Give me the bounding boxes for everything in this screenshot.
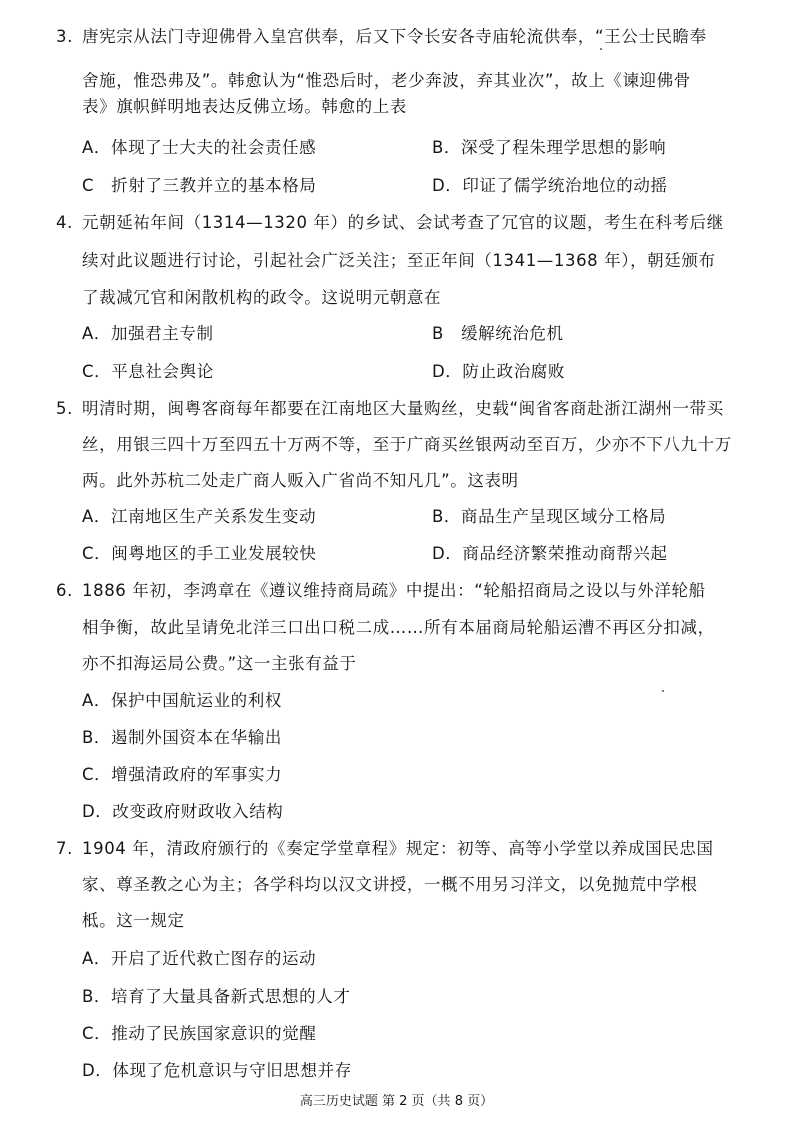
question-3-line-1 (56, 26, 707, 48)
question-4-option-a: A．加强君主专制 (82, 324, 214, 343)
question-5-line-1 (56, 398, 724, 420)
question-number: 3. (56, 27, 73, 46)
question-7-option-d: D．体现了危机意识与守旧思想并存 (82, 1061, 352, 1080)
question-4-option-d: D．防止政治腐败 (432, 362, 566, 381)
question-6-option-b: B．遏制外国资本在华输出 (82, 728, 283, 747)
question-5-option-a: A．江南地区生产关系发生变动 (82, 507, 317, 526)
question-3-line-3: 表》旗帜鲜明地表达反佛立场。韩愈的上表 (82, 97, 407, 116)
question-number: 5. (56, 399, 73, 418)
question-4-line-2: 续对此议题进行讨论，引起社会广泛关注；至正年间（1341—1368 年），朝廷颁布 (82, 251, 716, 270)
scan-speck (600, 48, 602, 50)
question-number: 4. (56, 213, 73, 232)
question-7-line-3: 柢。这一规定 (82, 911, 185, 930)
question-7-option-b: B．培育了大量具备新式思想的人才 (82, 987, 351, 1006)
question-5-option-c: C．闽粤地区的手工业发展较快 (82, 544, 317, 563)
question-text: 元朝延祐年间（1314—1320 年）的乡试、会试考查了冗官的议题，考生在科考后继 (82, 213, 724, 232)
question-number: 7. (56, 839, 73, 858)
question-3-option-d: D．印证了儒学统治地位的动摇 (432, 176, 668, 195)
question-3-option-c: C 折射了三教并立的基本格局 (82, 176, 317, 195)
question-7-option-a: A．开启了近代救亡图存的运动 (82, 949, 317, 968)
question-3-option-a: A．体现了士大夫的社会责任感 (82, 138, 317, 157)
question-text: 1886 年初，李鸿章在《遵议维持商局疏》中提出：“轮船招商局之设以与外洋轮船 (82, 581, 706, 600)
question-5-line-2: 丝，用银三四十万至四五十万两不等，至于广商买丝银两动至百万，少亦不下八九十万 (82, 435, 732, 454)
question-4-option-b: B 缓解统治危机 (432, 324, 564, 343)
scan-speck (662, 690, 664, 692)
question-6-option-c: C．增强清政府的军事实力 (82, 765, 283, 784)
question-4-line-1 (56, 212, 724, 234)
question-4-line-3: 了裁减冗官和闲散机构的政令。这说明元朝意在 (82, 288, 442, 307)
question-6-line-1 (56, 580, 706, 602)
question-5-line-3: 两。此外苏杭二处走广商人贩入广省尚不知凡几”。这表明 (82, 471, 519, 490)
question-6-line-2: 相争衡，故此呈请免北洋三口出口税二成……所有本届商局轮船运漕不再区分扣减， (82, 618, 715, 637)
question-4-option-c: C．平息社会舆论 (82, 362, 214, 381)
question-text: 明清时期，闽粤客商每年都要在江南地区大量购丝，史载“闽省客商赴浙江湖州一带买 (82, 399, 724, 418)
question-5-option-b: B．商品生产呈现区域分工格局 (432, 507, 667, 526)
question-6-option-d: D．改变政府财政收入结构 (82, 802, 284, 821)
question-5-option-d: D．商品经济繁荣推动商帮兴起 (432, 544, 668, 563)
question-7-option-c: C．推动了民族国家意识的觉醒 (82, 1024, 317, 1043)
question-7-line-1 (56, 838, 714, 860)
question-text: 唐宪宗从法门寺迎佛骨入皇宫供奉，后又下令长安各寺庙轮流供奉，“王公士民瞻奉 (82, 27, 707, 46)
question-7-line-2: 家、尊圣教之心为主；各学科均以汉文讲授，一概不用另习洋文，以免抛荒中学根 (82, 875, 698, 894)
question-text: 1904 年，清政府颁行的《奏定学堂章程》规定：初等、高等小学堂以养成国民忠国 (82, 839, 714, 858)
page-footer: 高三历史试题 第 2 页（共 8 页） (299, 1094, 494, 1109)
question-3-line-2: 舍施，惟恐弗及”。韩愈认为“惟恐后时，老少奔波，弃其业次”，故上《谏迎佛骨 (82, 71, 691, 90)
question-6-line-3: 亦不扣海运局公费。”这一主张有益于 (82, 654, 357, 673)
question-number: 6. (56, 581, 73, 600)
question-3-option-b: B．深受了程朱理学思想的影响 (432, 138, 667, 157)
question-6-option-a: A．保护中国航运业的利权 (82, 691, 282, 710)
